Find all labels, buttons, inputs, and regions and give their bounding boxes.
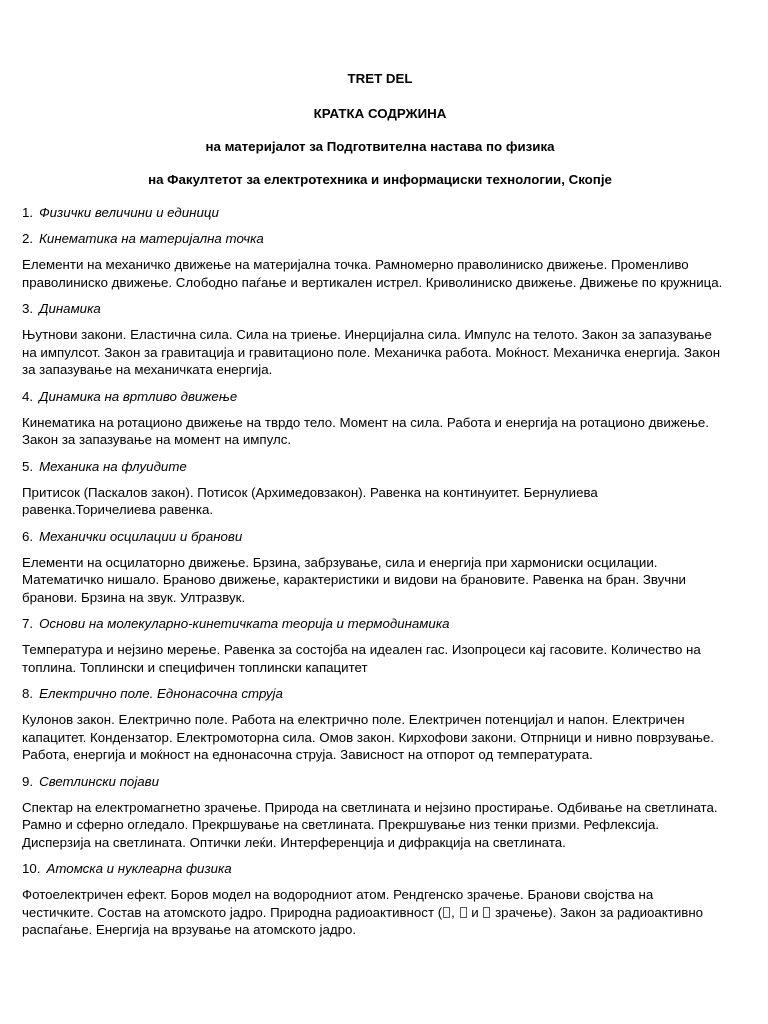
document-title: TRET DEL [347, 71, 413, 86]
section-body-2: Елементи на механичко движење на материјална точка. Рамномерно праволиниско движење. Променливо праволиниско движење. Слободно паѓање и вертикален истрел. Криволиниско движење. Движење по кружница. [22, 257, 723, 290]
section-body-8: Кулонов закон. Електрично поле. Работа на електрично поле. Електричен потенцијал и напон. Електричен капацитет. Кондензатор. Електромоторна сила. Омов закон. Кирхофови закони. Отпрници и нивно поврзување. Работа, енергија и моќност на еднонасочна струја. Зависност на отпорот од температурата. [22, 712, 714, 762]
missing-glyph-icon [483, 907, 490, 918]
section-title: Динамика [39, 301, 101, 316]
section-title: Кинематика на материјална точка [39, 231, 264, 246]
section-title: Физички величини и единици [39, 205, 219, 220]
section-body-6: Елементи на осцилаторно движење. Брзина, забрзување, сила и енергија при хармониски осцилации. Математичко нишало. Браново движење, карактеристики и видови на брановите. Равенка на бран. Звучни бранови. Брзина на звук. Ултразвук. [22, 554, 686, 605]
section-body-text: Фотоелектричен ефект. Боров модел на водородниот атом. Рендгенско зрачење. Бранови својства на честичките. Состав на атомското јадро. Природна радиоактивност ( [22, 887, 654, 920]
glyph-separator: , [451, 904, 459, 920]
section-number: 4. [22, 388, 34, 404]
glyph-separator: и [467, 904, 483, 920]
section-title: Механика на флуидите [39, 458, 187, 474]
section-number: 6. [22, 528, 34, 544]
section-heading-9 [22, 773, 728, 790]
section-body-5: Притисок (Паскалов закон). Потисок (Архимедовзакон). Равенка на континуитет. Бернулиева равенка.Торичелиева равенка. [22, 484, 598, 517]
section-number: 8. [22, 686, 34, 701]
section-heading-8 [22, 685, 728, 702]
section-heading-7 [22, 615, 728, 632]
section-number: 1. [22, 205, 34, 220]
section-title: Светлински појави [39, 773, 159, 789]
missing-glyph-icon [460, 907, 467, 918]
sections-list [22, 204, 728, 939]
section-heading-5 [22, 458, 728, 475]
missing-glyph-icon [443, 907, 450, 918]
section-number: 10. [22, 861, 41, 876]
section-heading-10 [22, 860, 728, 877]
section-title: Механички осцилации и бранови [39, 528, 243, 544]
section-title: Основи на молекуларно-кинетичката теорија и термодинамика [39, 616, 450, 631]
section-heading-4 [22, 388, 728, 405]
document-subtitle: КРАТКА СОДРЖИНА [313, 106, 447, 121]
section-heading-6 [22, 528, 728, 545]
section-body-9: Спектар на електромагнетно зрачење. Природа на светлината и нејзино простирање. Одбивање на светлината. Рамно и сферно огледало. Прекршување на светлината. Прекршување низ тенки призми. Рефлексија. Дисперзија на светлината. Оптички леќи. Интерференција и дифракција на светлината. [22, 799, 718, 850]
section-number: 5. [22, 458, 34, 474]
section-number: 2. [22, 231, 34, 246]
document-subtitle-line-2: на материјалот за Подготвителна настава по физика [205, 139, 555, 154]
section-title: Атомска и нуклеарна физика [46, 861, 232, 876]
section-body-4: Кинематика на ротационо движење на тврдо тело. Момент на сила. Работа и енергија на ротационо движење. Закон за запазување на момент на импулс. [22, 414, 710, 447]
section-heading-3 [22, 300, 728, 317]
section-body-3: Њутнови закони. Еластична сила. Сила на триење. Инерцијална сила. Импулс на телото. Закон за запазување на импулсот. Закон за гравитација и гравитационо поле. Механичка работа. Моќност. Механичка енергија. Закон за запазување на механичката енергија. [22, 327, 721, 377]
section-title: Електрично поле. Еднонасочна струја [39, 686, 283, 701]
section-number: 9. [22, 773, 34, 789]
document-subtitle-line-3: на Факултетот за електротехника и информациски технологии, Скопје [148, 172, 612, 187]
section-title: Динамика на вртливо движење [39, 388, 238, 404]
section-heading-1 [22, 204, 728, 221]
section-heading-2 [22, 230, 728, 247]
section-number: 3. [22, 301, 34, 316]
section-body-text: зрачење). Закон за радиоактивно распаѓање. Енергија на врзување на атомското јадро. [22, 904, 704, 937]
section-body-10 [22, 886, 728, 939]
section-body-7: Температура и нејзино мерење. Равенка за состојба на идеален гас. Изопроцеси кај гасовите. Количество на топлина. Топлински и специфичен топлински капацитет [22, 642, 701, 675]
section-number: 7. [22, 616, 34, 631]
document-title-block [32, 70, 728, 188]
